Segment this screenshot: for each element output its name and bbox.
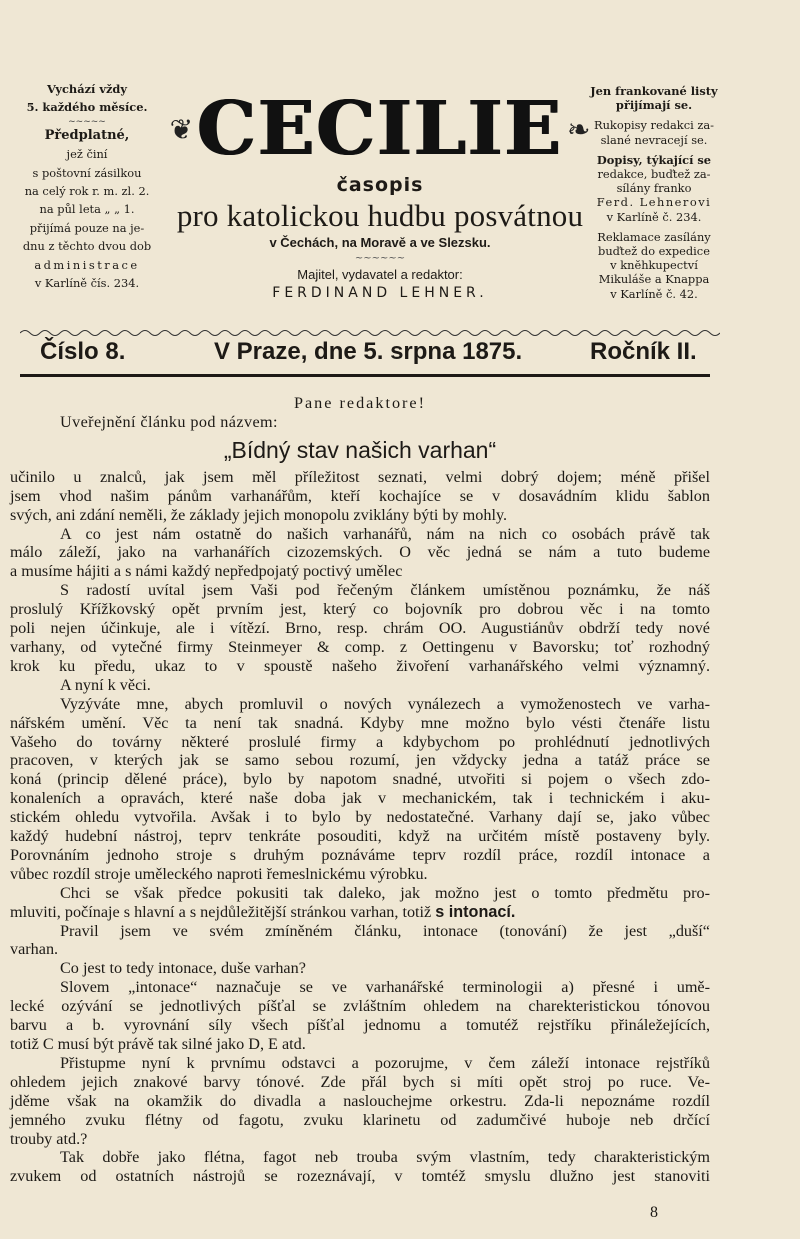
publisher-label: Majitel, vydavatel a redaktor: — [297, 267, 463, 282]
article-line: málo záleží, jako na varhanářích cizozemských. O věc jedná se nám a tuto budeme — [10, 543, 710, 562]
article-line: svých, ani zdání neměli, že základy jejich monopolu zviklány býti by mohly. — [10, 505, 508, 524]
article-line: Porovnáním jednoho stroje s druhým poznáváme teprv rozdíl práce, rozdíl intonace a — [10, 845, 710, 864]
divider-ornament: ~~~~~ — [68, 116, 106, 127]
right-line: Dopisy, týkající se — [596, 152, 712, 167]
right-line: Ferd. Lehnerovi — [596, 195, 712, 210]
article-line: Vyzýváte mne, abych promluvil o nových vynálezech a vymoženostech ve varha- — [60, 694, 710, 713]
newspaper-subtitle: pro katolickou hudbu posvátnou — [176, 198, 584, 233]
article-line — [10, 903, 710, 922]
newspaper-title: CECILIE — [197, 86, 563, 172]
article-line: jemného zvuku flétny od fagotu, zvuku klarinetu od zadumčivé huboje neb drčící — [10, 1110, 710, 1129]
right-line: Mikuláše a Knappa — [598, 272, 710, 287]
right-line: v knĕhkupectví — [610, 258, 698, 273]
left-line: Vychází vždy — [46, 82, 128, 96]
left-line: Předplatné, — [44, 127, 130, 143]
left-line: na celý rok r. m. zl. 2. — [24, 184, 150, 199]
right-line: sílány franko — [616, 181, 692, 196]
left-line: přijímá pouze na je- — [29, 220, 145, 235]
article — [10, 394, 710, 1186]
article-line: krok ku předu, ukaz to v spoustě našeho živoření varhanářského velmi významný. — [10, 656, 710, 675]
title-block — [160, 84, 600, 174]
article-line: Co jest to tedy intonace, duše varhan? — [60, 959, 306, 978]
article-line: totiž C musí být právě tak silné jako D, E atd. — [10, 1035, 306, 1053]
issue-date: V Praze, dne 5. srpna 1875. — [214, 338, 523, 365]
article-greeting: Pane redaktore! — [293, 394, 427, 412]
article-line: poli nejen účinkuje, ale i vítězí. Brno, resp. chrám OO. Augustiánův obdrží tedy nové — [10, 619, 710, 638]
flourish-left-icon: ❦ — [169, 112, 194, 146]
right-line: slané nevracejí se. — [600, 132, 708, 147]
article-line: konaleních a opravách, které naše doba jak v mechanickém, tak i technickém i aku- — [10, 789, 710, 808]
wavy-divider — [20, 328, 720, 338]
issue-volume: Ročník II. — [590, 338, 697, 365]
article-line: pracoven, v kterých jak se samo sebou rozumí, jen vždycky jedna a tatáž práce se — [10, 751, 710, 770]
right-line: Rukopisy redakci za- — [594, 118, 714, 133]
right-line: redakce, buďtež za- — [597, 167, 711, 182]
article-line: Pravil jsem ve svém zmíněném článku, intonace (tonování) že jest „duší“ — [60, 921, 710, 940]
article-intro: Uveřejnění článku pod názvem: — [60, 412, 278, 431]
thick-divider — [20, 374, 710, 377]
right-line: v Karlíně č. 234. — [606, 209, 702, 224]
right-line: Reklamace zasílány — [597, 229, 711, 244]
article-line: S radostí uvítal jsem Vaši pod řečeným článkem umístěnou poznámku, že náš — [60, 581, 710, 600]
article-line: proslulý Křížkovský opět prvním jest, který co bojovník pro dobrou věc i na tomto — [10, 600, 710, 619]
article-line: barvu a b. vyrovnání síly všech píšťal jednomu a tomutéž rejstříku přináležejících, — [10, 1016, 710, 1035]
article-line: Přistupme nyní k prvnímu odstavci a pozorujme, v čem záleží intonace rejstříků — [60, 1053, 710, 1072]
article-line: trouby atd.? — [10, 1129, 88, 1148]
article-line: učinilo u znalců, jak jsem měl příležitost seznati, velmi dobrý dojem; méně přišel — [10, 467, 710, 486]
left-line: administrace — [34, 257, 140, 272]
article-line: Vašeho do továrny některé proslulé firmy a kdybychom po prohlédnutí jednotlivých — [10, 732, 710, 751]
subscription-info — [12, 80, 162, 292]
right-line: přijímají se. — [615, 98, 693, 113]
article-line: A co jest nám ostatně do našich varhanářů, nám na nich co osobách právě tak — [60, 524, 710, 543]
article-line: Chci se však předce pokusiti tak daleko, jak možno jest o tomto předmětu pro- — [60, 883, 710, 902]
right-line: buďtež do expedice — [598, 244, 710, 259]
left-line: jež činí — [66, 147, 108, 162]
left-line: dnu z těchto dvou dob — [22, 239, 152, 254]
intonation-emphasis: s intonací. — [435, 902, 516, 921]
article-line: ohledem jejich znakové barvy tónové. Zde přál bych si míti opět stroj po ruce. Ve- — [10, 1072, 710, 1091]
left-line: v Karlíně čís. 234. — [34, 276, 140, 291]
article-line-text: mluviti, počínaje s hlavní a s nejdůležitější stránkou varhan, totiž — [10, 902, 436, 921]
left-line: na půl leta „ „ 1. — [39, 202, 135, 217]
issue-bar — [28, 338, 708, 366]
article-line: lecké ozývání se jednotlivých píšťal se zvláštním ohledem na charekteristickou tónovou — [10, 997, 710, 1016]
article-line: nářském umění. Věc ta není tak snadná. Kdyby mne možno bylo vésti čtenáře listu — [10, 713, 710, 732]
article-line: každý hudební nástroj, teprv tenkráte posouditi, když na určitém místě postaveny byly. — [10, 827, 710, 846]
publisher-name: FERDINAND LEHNER. — [272, 285, 488, 301]
article-line: Slovem „intonace“ naznačuje se ve varhanářské terminologii a) přesné i umě- — [60, 978, 710, 997]
article-heading: „Bídný stav našich varhan“ — [223, 436, 497, 463]
masthead — [160, 84, 600, 302]
article-line: koná (princip dělené práce), bylo by napotom snadné, utvořiti si pojem o všech zdo- — [10, 770, 710, 789]
article-line: a musíme hájiti a s námi každý nepředpojatý poctivý umělec — [10, 562, 403, 581]
editorial-info — [584, 84, 724, 301]
issue-number: Číslo 8. — [40, 338, 126, 365]
left-line: s poštovní zásilkou — [32, 165, 142, 180]
article-line: zvukem od ostatních nástrojů se rozeznávají, v tomtéž smyslu dlužno jest stanoviti — [10, 1167, 710, 1186]
article-line: vůbec rozdíl stroje uměleckého naproti řemeslnickému výrobku. — [10, 864, 428, 883]
right-line: v Karlíně č. 42. — [610, 286, 698, 301]
article-line: jděme však na okamžik do divadla a naslouchejme orkestru. Zda-li nepoznáme rozdíl — [10, 1091, 710, 1110]
regions-line: v Čechách, na Moravě a ve Slezsku. — [269, 235, 491, 250]
flourish-right-icon: ❧ — [566, 112, 591, 146]
article-line: A nyní k věci. — [60, 675, 151, 694]
article-line: stickém ohledu vytvořila. Avšak i to bylo by nedostatečné. Varhany dají se, jako vůbec — [10, 808, 710, 827]
article-line: varhan. — [10, 940, 59, 959]
left-line: 5. každého měsíce. — [26, 100, 148, 115]
article-line: varhany, od vytečné firmy Steinmeyer & comp. z Oettingenu v Bavorsku; toť rozhodný — [10, 637, 710, 656]
page-number: 8 — [650, 1204, 658, 1221]
article-line: jsem vhod našim pánům varhanářům, kteří kochajíce se v dosavádním klidu šablon — [10, 486, 710, 505]
right-line: Jen frankované listy — [590, 84, 718, 98]
divider-ornament: ~~~~~~ — [354, 253, 406, 264]
article-line: Tak dobře jako flétna, fagot neb trouba svým vlastním, tedy charakteristickým — [60, 1148, 710, 1167]
casopis-label: časopis — [336, 174, 424, 196]
